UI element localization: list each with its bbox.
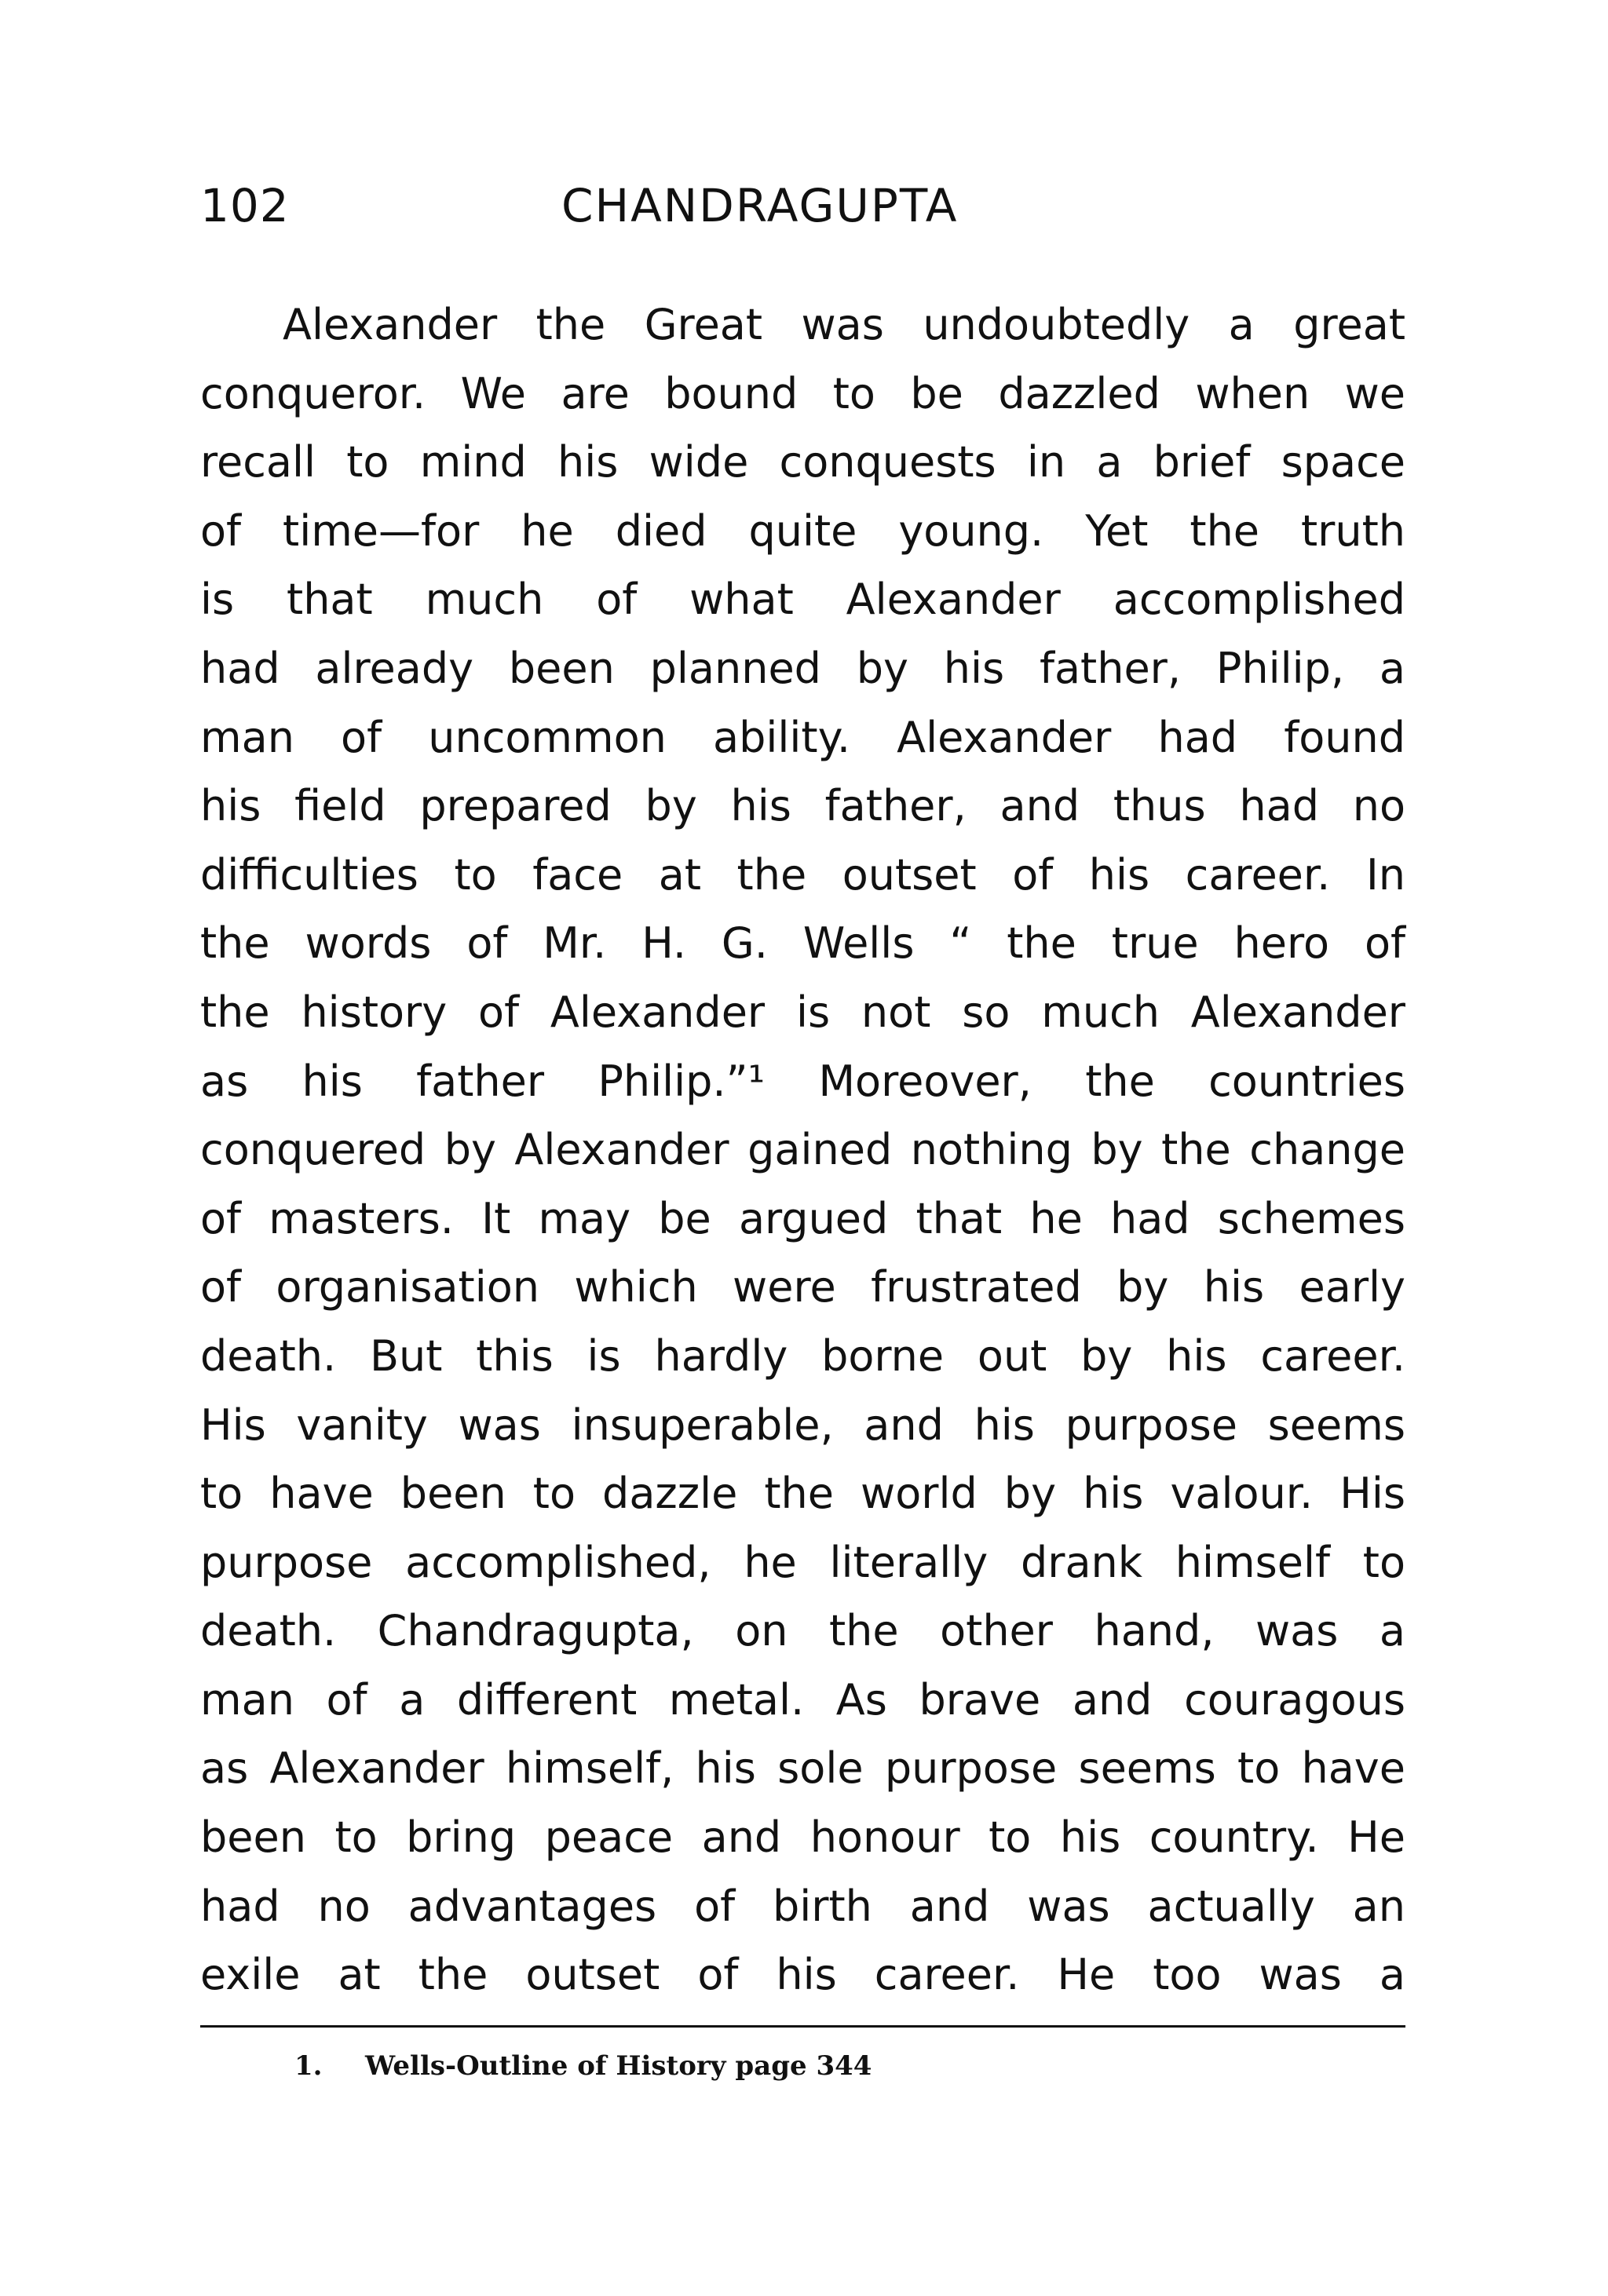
text-line: difficulties to face at the outset of his career. In xyxy=(200,849,1405,900)
page-number: 102 xyxy=(200,179,290,232)
text-line: of masters. It may be argued that he had schemes xyxy=(200,1193,1405,1243)
text-line: to have been to dazzle the world by his valour. His xyxy=(200,1469,1405,1519)
text-line: had already been planned by his father, Philip, a xyxy=(200,643,1405,693)
running-head xyxy=(200,174,1048,237)
text-line: been to bring peace and honour to his country. He xyxy=(200,1812,1405,1863)
text-line: death. But this is hardly borne out by his career. xyxy=(200,1331,1405,1381)
text-line: of time—for he died quite young. Yet the truth xyxy=(200,506,1405,556)
body-paragraph xyxy=(200,290,1405,2009)
text-line: his field prepared by his father, and thus had no xyxy=(200,781,1405,831)
text-line: man of uncommon ability. Alexander had found xyxy=(200,712,1405,762)
text-line: conqueror. We are bound to be dazzled when we xyxy=(200,368,1405,418)
text-line: as his father Philip.”¹ Moreover, the countries xyxy=(200,1056,1405,1106)
running-title: CHANDRAGUPTA xyxy=(561,179,959,232)
text-line: Alexander the Great was undoubtedly a great xyxy=(283,300,1405,349)
text-line: the words of Mr. H. G. Wells “ the true hero of xyxy=(200,918,1405,969)
text-line: recall to mind his wide conquests in a brief space xyxy=(200,437,1405,487)
footnote xyxy=(294,2047,872,2085)
footnote-divider xyxy=(200,2025,1405,2028)
text-line: purpose accomplished, he literally drank himself to xyxy=(200,1537,1405,1587)
text-line: man of a different metal. As brave and couragous xyxy=(200,1674,1405,1725)
text-line: His vanity was insuperable, and his purpose seems xyxy=(200,1400,1405,1450)
text-line: is that much of what Alexander accomplished xyxy=(200,575,1405,625)
footnote-text: Wells-Outline of History page 344 xyxy=(365,2050,872,2082)
text-line: exile at the outset of his career. He too was a xyxy=(200,1950,1405,2000)
text-line: death. Chandragupta, on the other hand, was a xyxy=(200,1606,1405,1656)
text-line: of organisation which were frustrated by his early xyxy=(200,1262,1405,1312)
text-line: as Alexander himself, his sole purpose seems to have xyxy=(200,1743,1405,1794)
footnote-number: 1. xyxy=(294,2050,323,2082)
text-line: conquered by Alexander gained nothing by the change xyxy=(200,1125,1405,1175)
text-line: the history of Alexander is not so much Alexander xyxy=(200,987,1405,1037)
text-line: had no advantages of birth and was actually an xyxy=(200,1881,1405,1931)
